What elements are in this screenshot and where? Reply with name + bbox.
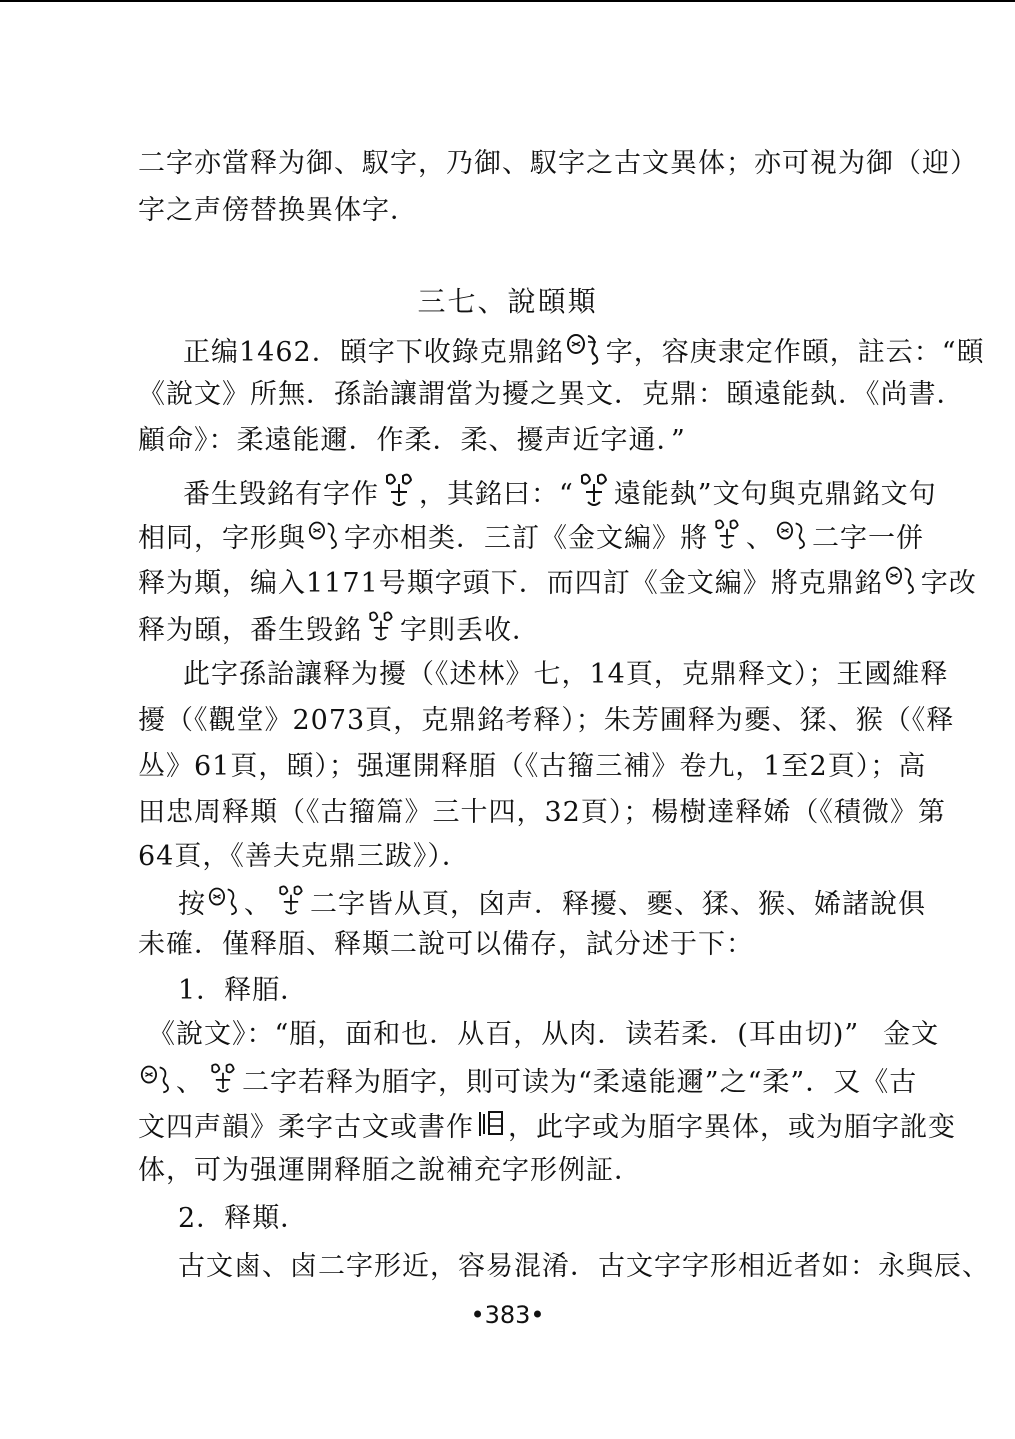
rou-glyph-icon [476,1108,506,1149]
p2-text-b: ，其銘曰：“ [419,479,574,510]
fanshengform-glyph-icon [274,884,308,927]
p2-text-e: 字亦相类．三訂《金文編》將 [344,523,708,554]
sub1-text-b: 金文 [883,1019,940,1050]
fanshengform-glyph-icon [576,472,612,519]
sub1-heading: 1．释脜． [178,975,309,1006]
kedingform-glyph-icon [308,519,342,560]
p2-text-f: 、 [746,523,774,554]
p2-line-3 [138,564,977,605]
p2-line-1 [183,472,937,519]
sub2-heading: 2．释䫏． [178,1203,309,1234]
p2-line-2 [138,518,924,561]
fanshengform-glyph-icon [710,518,744,561]
p4-text-c: 二字皆从頁，囟声．释擾、夒、猱、猴、㛓諸說俱 [310,889,926,920]
p2-text-d: 相同，字形與 [138,523,306,554]
kedingform-glyph-icon [208,885,242,926]
sub1-text-c: 、 [176,1067,204,1098]
kedingform-glyph-icon [140,1063,174,1104]
p3-line-5: 64頁，《善夫克鼎三跋》）． [138,841,470,872]
kedingform-glyph-icon [776,519,810,560]
p4-line-2: 未確．僅释脜、释䫏二說可以備存，試分述于下： [138,929,754,960]
intro-line-2: 字之声傍替换異体字． [138,195,418,226]
p3-line-3: 丛》61頁，頣）；强運開释脜（《古籀三補》卷九，1至2頁）；高 [138,751,927,782]
p2-text-k: 字則丢收． [400,615,540,646]
fanshengform-glyph-icon [381,472,417,519]
top-rule [0,0,1015,2]
p4-line-1 [178,884,926,927]
p4-text-a: 按 [178,889,206,920]
p2-text-a: 番生毁銘有字作 [183,479,379,510]
kedingform-glyph-icon [566,332,604,375]
sub1-line-3 [138,1108,956,1149]
fanshengform-glyph-icon [206,1062,240,1105]
section-title: 三七、說頣䫏 [417,285,598,318]
sub1-line-2 [138,1062,918,1105]
p2-text-i: 字改 [920,568,977,599]
sub1-text-e: 文四声韻》柔字古文或書作 [138,1112,474,1143]
p2-line-4 [138,610,898,653]
p2-text-c: 遠能埶”文句與克鼎銘文句 [613,479,937,510]
sub1-text-f: ，此字或为脜字異体，或为脜字訛变 [508,1112,956,1143]
sub1-line-1 [148,1018,940,1052]
sub2-line-1: 古文鹵、卤二字形近，容易混淆．古文字字形相近者如：永與辰、 [178,1251,990,1282]
sub1-line-4: 体，可为强運開释脜之說補充字形例証． [138,1155,642,1186]
p1-line-2: 《說文》所無．孫詒讓謂當为擾之異文．克鼎：頣遠能埶．《尚書． [138,379,965,410]
p3-line-4: 田忠周释䫏（《古籀篇》三十四，32頁）；楊樹達释㛓（《積微》第 [138,797,946,828]
p1-line-3: 顧命》：柔遠能邇．作柔．柔、擾声近字通．” [138,425,686,456]
p3-line-2: 擾（《觀堂》2073頁，克鼎銘考释）；朱芳圃释为夒、猱、猴（《释 [138,705,955,736]
p1-text-b: 字，容庚隶定作頣，註云：“頣 [605,337,985,368]
p1-text-a: 正编1462．頣字下收錄克鼎銘 [183,337,564,368]
p2-text-j: 释为頣，番生毁銘 [138,615,362,646]
p1-line-1 [183,332,985,375]
page-number: •383• [470,1301,545,1329]
p3-line-1: 此字孫詒讓释为擾（《述林》七，14頁，克鼎释文）；王國維释 [183,659,949,690]
p2-text-h: 释为䫏，编入1171号䫏字頭下．而四訂《金文編》將克鼎銘 [138,568,883,599]
intro-line-1: 二字亦當释为御、馭字，乃御、馭字之古文異体；亦可視为御（迎） [138,148,978,179]
sub1-text-a: 《說文》：“脜，面和也．从百，从肉．读若柔．(耳由切)” [148,1019,860,1050]
kedingform-glyph-icon [885,564,919,605]
fanshengform-glyph-icon [364,610,398,653]
p2-text-g: 二字一併 [812,523,924,554]
sub1-text-d: 二字若释为脜字，則可读为“柔遠能邇”之“柔”．又《古 [242,1067,918,1098]
p4-text-b: 、 [244,889,272,920]
